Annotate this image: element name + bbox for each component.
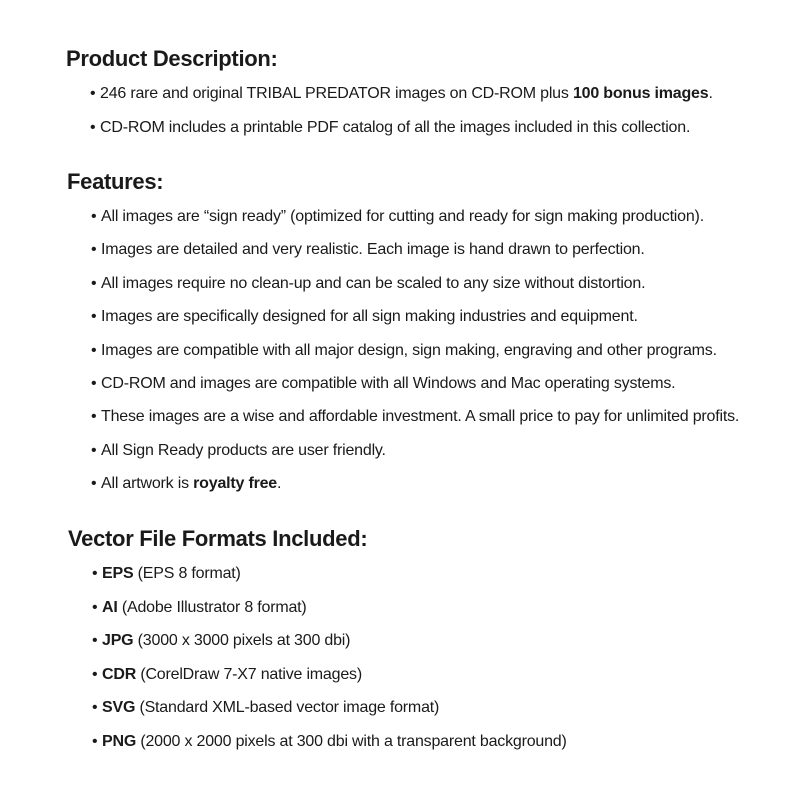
bullet-icon: • (90, 85, 96, 102)
list-item (90, 84, 713, 104)
format-description: (Adobe Illustrator 8 format) (117, 598, 307, 616)
bullet-icon: • (91, 441, 97, 459)
features-heading: Features: (67, 169, 164, 194)
bullet-icon: • (92, 565, 98, 582)
item-emphasis: royalty free (193, 475, 278, 493)
format-description: (CorelDraw 7-X7 native images) (136, 665, 362, 683)
list-item (91, 441, 386, 461)
item-text: All Sign Ready products are user friendly. (101, 441, 386, 459)
format-name: AI (102, 598, 118, 616)
format-name: CDR (102, 665, 137, 683)
item-text: Images are specifically designed for all sign making industries and equipment. (101, 308, 638, 326)
format-name: PNG (102, 732, 137, 750)
item-emphasis: 100 bonus images (572, 85, 709, 102)
format-description: (EPS 8 format) (133, 565, 241, 582)
bullet-icon: • (92, 665, 98, 683)
format-name: EPS (102, 565, 134, 582)
bullet-icon: • (91, 375, 97, 392)
item-text: 246 rare and original TRIBAL PREDATOR images on CD-ROM plus (100, 85, 573, 102)
list-item (90, 118, 690, 138)
item-text: All artwork is (101, 475, 194, 493)
formats-heading: Vector File Formats Included: (68, 526, 368, 551)
bullet-icon: • (92, 598, 98, 616)
bullet-icon: • (91, 208, 97, 225)
list-item (92, 564, 241, 584)
bullet-icon: • (92, 699, 98, 716)
list-item (91, 207, 704, 227)
list-item (91, 474, 281, 494)
list-item (92, 698, 439, 718)
list-item (91, 374, 675, 394)
format-name: SVG (102, 699, 136, 716)
item-text: All images require no clean-up and can be scaled to any size without distortion. (101, 274, 646, 292)
bullet-icon: • (92, 632, 98, 649)
item-text: All images are “sign ready” (optimized for cutting and ready for sign making production). (101, 208, 704, 225)
list-item (92, 732, 567, 752)
bullet-icon: • (91, 408, 97, 426)
list-item (92, 665, 362, 685)
item-trailing: . (708, 85, 713, 102)
bullet-icon: • (90, 118, 96, 136)
list-item (92, 631, 350, 651)
item-text: Images are compatible with all major design, sign making, engraving and other programs. (101, 341, 717, 359)
format-description: (3000 x 3000 pixels at 300 dbi) (133, 632, 351, 649)
item-text: Images are detailed and very realistic. Each image is hand drawn to perfection. (101, 241, 645, 259)
product-description-heading: Product Description: (66, 46, 278, 71)
list-item (91, 274, 645, 294)
bullet-icon: • (91, 274, 97, 292)
bullet-icon: • (91, 241, 97, 259)
bullet-icon: • (91, 308, 97, 326)
list-item (91, 407, 739, 427)
bullet-icon: • (92, 732, 98, 750)
list-item (91, 341, 717, 361)
format-description: (2000 x 2000 pixels at 300 dbi with a transparent background) (136, 732, 567, 750)
item-text: CD-ROM and images are compatible with all Windows and Mac operating systems. (101, 375, 676, 392)
list-item (92, 598, 307, 618)
bullet-icon: • (91, 341, 97, 359)
format-description: (Standard XML-based vector image format) (135, 699, 440, 716)
format-name: JPG (102, 632, 134, 649)
bullet-icon: • (91, 475, 97, 493)
list-item (91, 307, 638, 327)
item-trailing: . (277, 475, 282, 493)
item-text: CD-ROM includes a printable PDF catalog of all the images included in this collection. (100, 118, 691, 136)
item-text: These images are a wise and affordable investment. A small price to pay for unlimited profits. (101, 408, 740, 426)
list-item (91, 240, 645, 260)
